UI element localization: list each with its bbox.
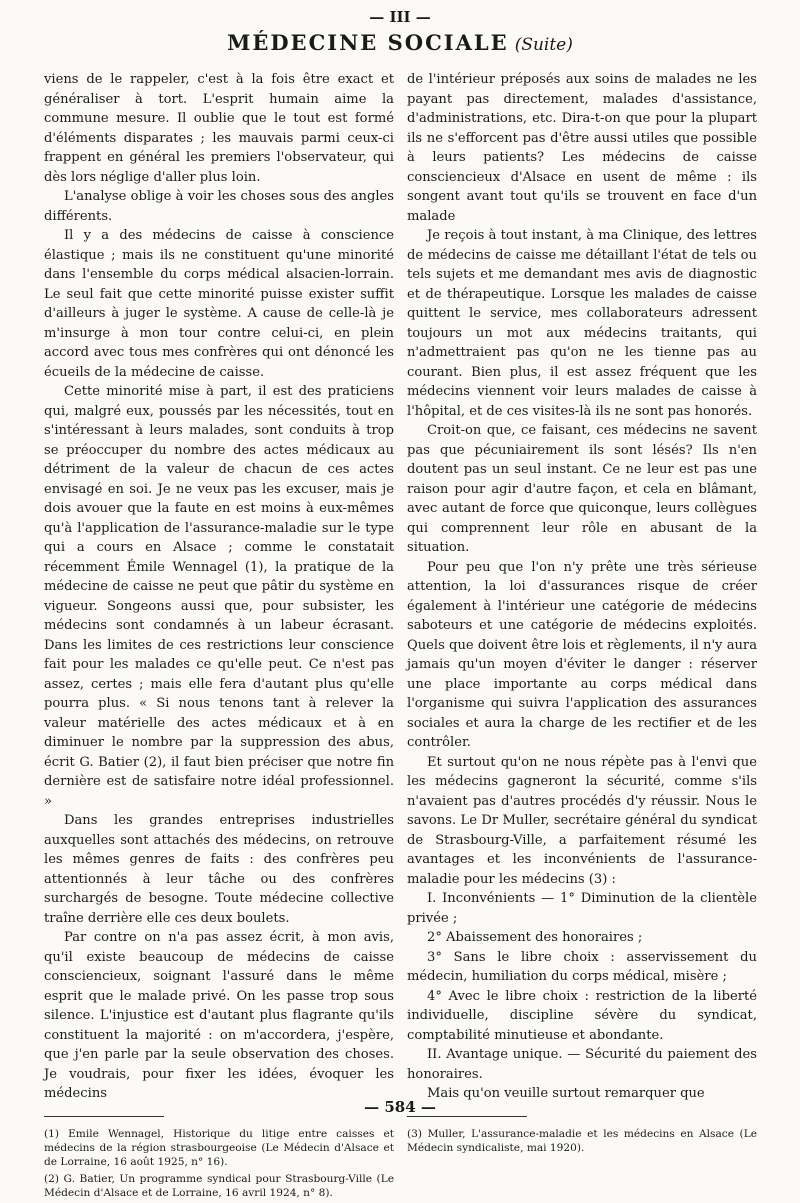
list-item: I. Inconvénients — 1° Diminution de la clientèle privée ; [407,891,757,926]
footnote: (2) G. Batier, Un programme syndical pour Strasbourg-Ville (Le Médecin d'Alsace et de Lorraine, 16 avril 1924, n° 8). [44,1172,394,1199]
footnotes [44,1127,394,1200]
list-item: 4° Avec le libre choix : restriction de la liberté individuelle, discipline sévère du syndicat, comptabilité minutieuse et abondante. [407,988,757,1043]
paragraph: Croit-on que, ce faisant, ces médecins ne savent pas que pécuniairement ils sont lésés? Ils n'en doutent pas un seul instant. Ce ne leur est pas une raison pour agir d'autre façon, et cela en blâmant, avec autant de force que quiconque, leurs collègues qui comprennent leur rôle en abusant de la situation. [407,423,757,555]
paragraph: Je reçois à tout instant, à ma Clinique, des lettres de médecins de caisse me détaillant l'état de tels ou tels sujets et me demandant mes avis de diagnostic et de thérapeutique. Lorsque les malades de caisse quittent le service, mes collaborateurs adressent toujours un mot aux médecins traitants, qui n'admettraient pas qu'on ne les tienne pas au courant. Bien plus, il est assez fréquent que les médecins viennent voir leurs malades de caisse à l'hôpital, et de ces visites-là ils ne sont pas honorés. [407,228,757,419]
list-item: 3° Sans le libre choix : asservissement du médecin, humiliation du corps médical, misère ; [407,949,757,984]
page-title: MÉDECINE SOCIALE [227,30,509,55]
paragraph: Par contre on n'a pas assez écrit, à mon avis, qu'il existe beaucoup de médecins de caisse consciencieux, soignant l'assuré dans le même esprit que le malade privé. On les passe trop sous silence. L'injustice est d'autant plus flagrante qu'ils constituent la majorité : on m'accordera, j'espère, que j'en parle par la seule observation des choses. Je voudrais, pour fixer les idées, évoquer les médecins [44,930,394,1101]
footnote: (3) Muller, L'assurance-maladie et les médecins en Alsace (Le Médecin syndicaliste, mai 1920). [407,1127,757,1154]
paragraph: de l'intérieur préposés aux soins de malades ne les payant pas directement, malades d'assistance, d'administrations, etc. Dira-t-on que pour la plupart ils ne s'efforcent pas d'être aussi utiles que possible à leurs patients? Les médecins de caisse consciencieux d'Alsace en usent de même : ils songent avant tout qu'ils se trouvent en face d'un malade [407,72,757,224]
page-header [0,30,800,55]
paragraph: L'analyse oblige à voir les choses sous des angles différents. [44,189,394,224]
bottom-page-number: — 584 — [364,1098,436,1116]
page-subtitle: (Suite) [514,35,573,55]
paragraph: Et surtout qu'on ne nous répète pas à l'envi que les médecins gagneront la sécurité, comme s'ils n'avaient pas d'autres procédés d'y réussir. Nous le savons. Le Dr Muller, secrétaire général du syndicat de Strasbourg-Ville, a parfaitement résumé les avantages et les inconvénients de l'assurance-maladie pour les médecins (3) : [407,754,757,887]
paragraph: Il y a des médecins de caisse à conscience élastique ; mais ils ne constituent qu'une minorité dans l'ensemble du corps médical alsacien-lorrain. Le seul fait que cette minorité puisse exister suffit d'ailleurs à juger le système. A cause de celle-là je m'insurge à mon tour contre celui-ci, en plein accord avec tous mes confrères qui ont dénoncé les écueils de la médecine de caisse. [44,228,394,380]
paragraph: viens de le rappeler, c'est à la fois être exact et généraliser à tort. L'esprit humain aime la commune mesure. Il oublie que le tout est formé d'éléments disparates ; les mauvais parmi ceux-ci frappent en général les premiers l'observateur, qui dès lors néglige d'aller plus loin. [44,72,394,185]
paragraph: Pour peu que l'on n'y prête une très sérieuse attention, la loi d'assurances risque de créer également à l'intérieur une catégorie de médecins saboteurs et une catégorie de médecins exploités. Quels que doivent être lois et règlements, il n'y aura jamais qu'un moyen d'éviter le danger : réserver une place importante au corps médical dans l'organisme qui suivra l'application des assurances sociales et aura la charge de les rectifier et de les contrôler. [407,559,757,750]
left-column [44,70,394,1203]
list-item: 2° Abaissement des honoraires ; [427,930,643,945]
paragraph: Mais qu'on veuille surtout remarquer que [427,1086,705,1101]
list-item: II. Avantage unique. — Sécurité du paiement des honoraires. [407,1047,757,1082]
top-page-number: — III — [369,8,431,26]
right-column [407,70,757,1158]
footnote: (1) Emile Wennagel, Historique du litige entre caisses et médecins de la région strasbourgeoise (Le Médecin d'Alsace et de Lorraine, 16 août 1925, n° 16). [44,1127,394,1168]
footnotes [407,1127,757,1155]
paragraph: Dans les grandes entreprises industrielles auxquelles sont attachés des médecins, on retrouve les mêmes genres de faits : des confrères peu attentionnés à leur tâche ou des confrères surchargés de besogne. Toute médecine collective traîne derrière elle ces deux boulets. [44,813,394,926]
paragraph: Cette minorité mise à part, il est des praticiens qui, malgré eux, poussés par les nécessités, tout en s'intéressant à leurs malades, sont conduits à trop se préoccuper du nombre des actes médicaux au détriment de la valeur de chacun de ces actes envisagé en soi. Je ne veux pas les excuser, mais je dois avouer que la faute en est moins à eux-mêmes qu'à l'application de l'assurance-maladie sur le type qui a cours en Alsace ; comme le constatait récemment Émile Wennagel (1), la pratique de la médecine de caisse ne peut que pâtir du système en vigueur. Songeons aussi que, pour subsister, les médecins sont condamnés à un labeur écrasant. Dans les limites de ces restrictions leur conscience fait pour les malades ce qu'elle peut. Ce n'est pas assez, certes ; mais elle fera d'autant plus qu'elle pourra plus. « Si nous tenons tant à relever la valeur matérielle des actes médicaux et à en diminuer le nombre par la suppression des abus, écrit G. Batier (2), il faut bien préciser que notre fin dernière est de satisfaire notre idéal professionnel. » [44,384,394,809]
